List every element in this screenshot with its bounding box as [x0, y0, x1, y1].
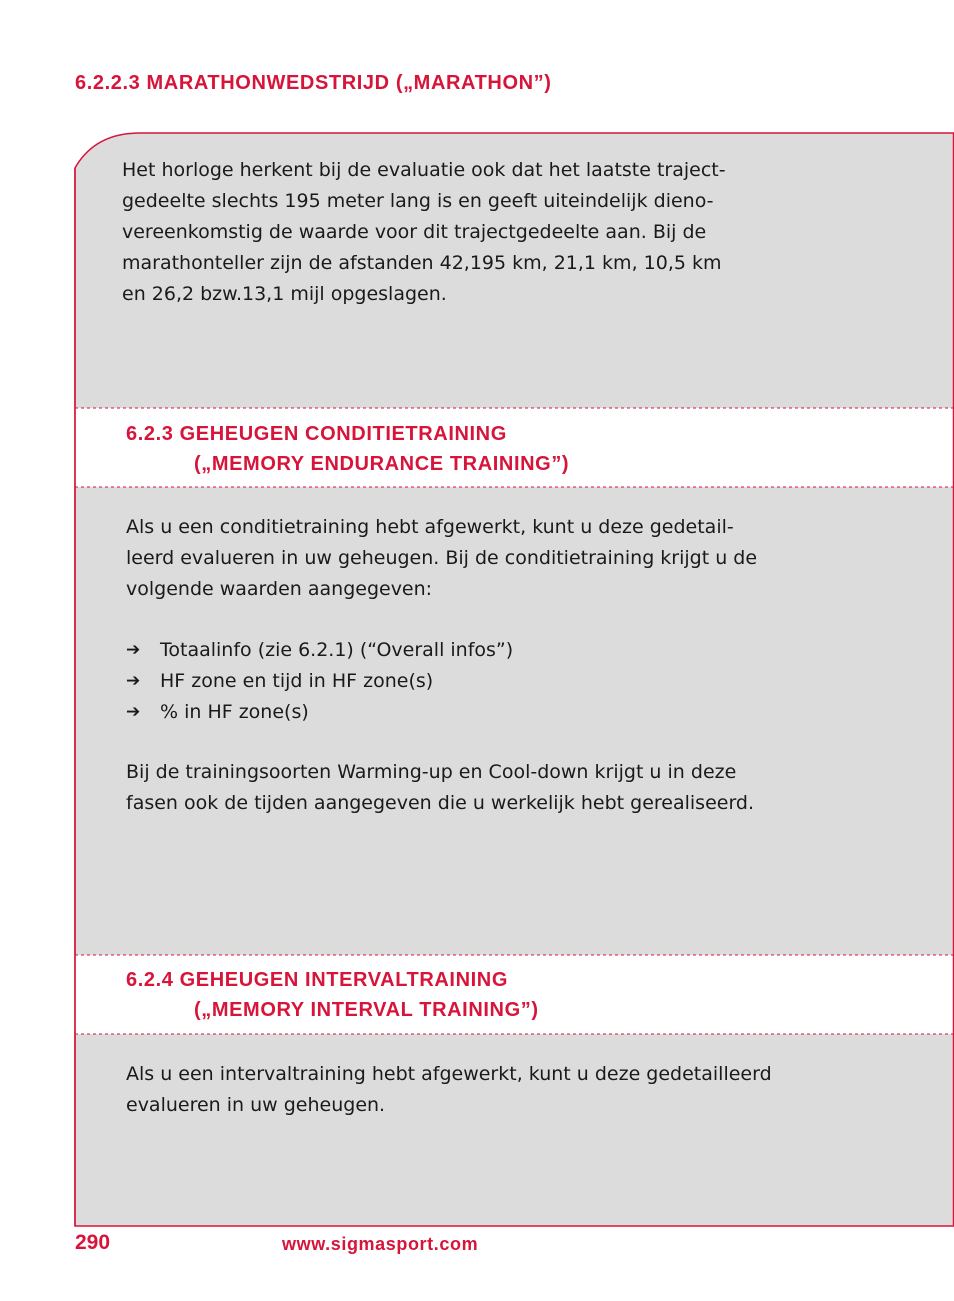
title-line: („MEMORY ENDURANCE TRAINING”)	[194, 453, 570, 475]
text-line: evalueren in uw geheugen.	[126, 1094, 386, 1116]
section-623-title	[126, 419, 569, 479]
list-item: ➔ Totaalinfo (zie 6.2.1) (“Overall infos”)	[126, 635, 513, 666]
title-line: 6.2.3 GEHEUGEN CONDITIETRAINING	[126, 423, 507, 445]
text-line: volgende waarden aangegeven:	[126, 578, 433, 600]
text-line: Als u een conditietraining hebt afgewerkt, kunt u deze gedetail-	[126, 516, 734, 538]
text-line: en 26,2 bzw.13,1 mijl opgeslagen.	[122, 283, 447, 305]
title-line: („MEMORY INTERVAL TRAINING”)	[194, 999, 539, 1021]
text-line: Als u een intervaltraining hebt afgewerkt, kunt u deze gedetailleerd	[126, 1063, 772, 1085]
text-line: fasen ook de tijden aangegeven die u werkelijk hebt gerealiseerd.	[126, 792, 755, 814]
list-item: ➔ HF zone en tijd in HF zone(s)	[126, 666, 513, 697]
text-line: marathonteller zijn de afstanden 42,195 km, 21,1 km, 10,5 km	[122, 252, 722, 274]
title-line: 6.2.4 GEHEUGEN INTERVALTRAINING	[126, 969, 508, 991]
list-item: ➔ % in HF zone(s)	[126, 697, 513, 728]
section-624-text	[126, 1059, 772, 1121]
text-line: leerd evalueren in uw geheugen. Bij de conditietraining krijgt u de	[126, 547, 758, 569]
text-line: Bij de trainingsoorten Warming-up en Cool-down krijgt u in deze	[126, 761, 737, 783]
page-number: 290	[75, 1231, 111, 1254]
marathon-paragraph	[122, 155, 726, 310]
text-line: Het horloge herkent bij de evaluatie ook dat het laatste traject-	[122, 159, 726, 181]
arrow-right-icon: ➔	[126, 671, 141, 691]
section-623-intro	[126, 512, 757, 605]
arrow-right-icon: ➔	[126, 640, 141, 660]
section-624-title	[126, 965, 539, 1025]
section-623-bullet-list	[126, 635, 513, 728]
text-line: vereenkomstig de waarde voor dit trajectgedeelte aan. Bij de	[122, 221, 707, 243]
arrow-right-icon: ➔	[126, 702, 141, 722]
section-623-outro	[126, 757, 754, 819]
footer-url[interactable]: www.sigmasport.com	[282, 1234, 479, 1254]
page-section-heading: 6.2.2.3 MARATHONWEDSTRIJD („MARATHON”)	[75, 72, 552, 94]
text-line: gedeelte slechts 195 meter lang is en geeft uiteindelijk dieno-	[122, 190, 714, 212]
